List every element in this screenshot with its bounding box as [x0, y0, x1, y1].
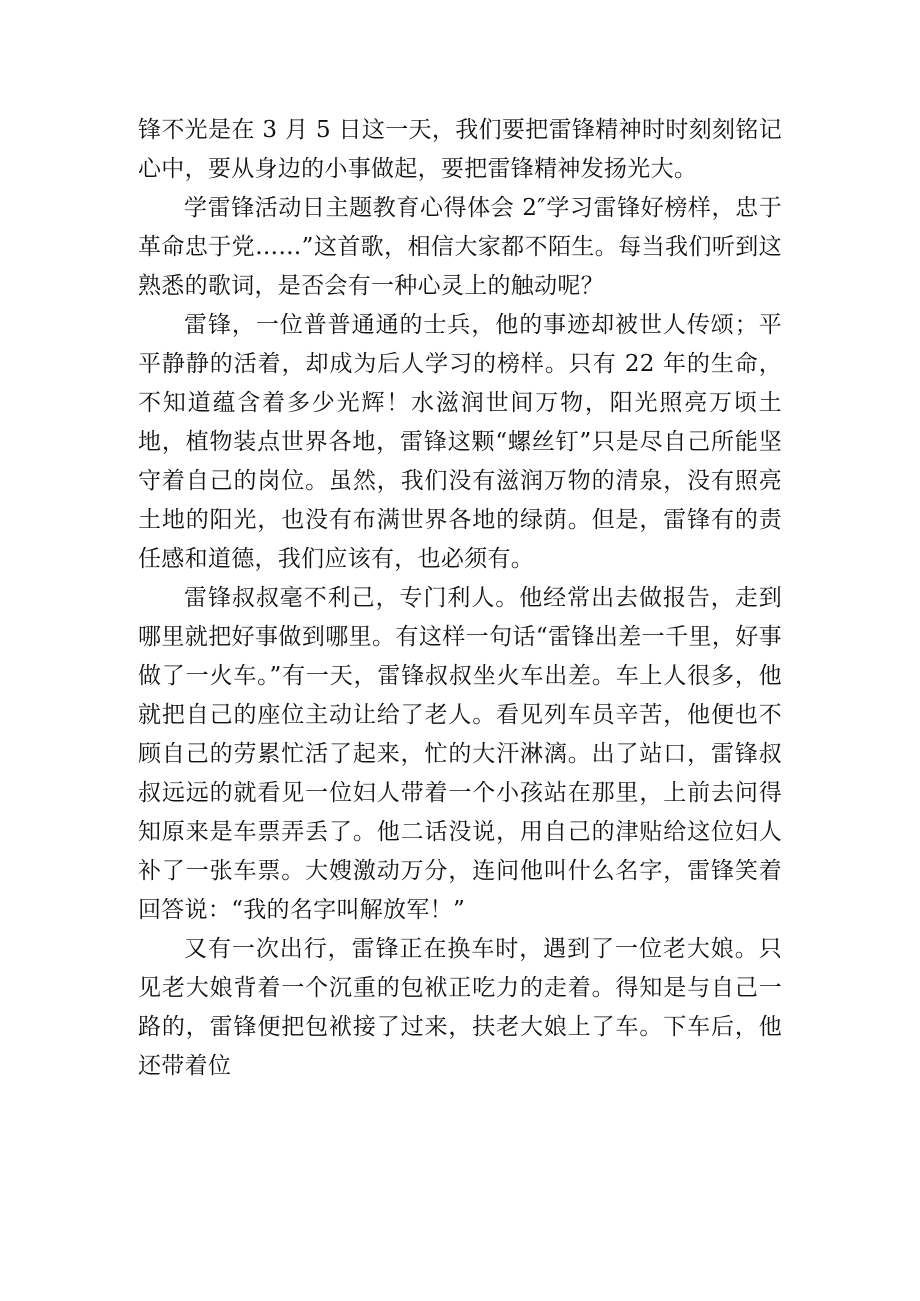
paragraph-train-story: 雷锋叔叔毫不利己，专门利人。他经常出去做报告，走到哪里就把好事做到哪里。有这样一句话“雷锋出差一千里，好事做了一火车。”有一天，雷锋叔叔坐火车出差。车上人很多，他就把自己的座位主动让给了老人。看见列车员辛苦，他便也不顾自己的劳累忙活了起来，忙的大汗淋漓。出了站口，雷锋叔叔远远的就看见一位妇人带着一个小孩站在那里，上前去问得知原来是车票弄丢了。他二话没说，用自己的津贴给这位妇人补了一张车票。大嫂激动万分，连问他叫什么名字，雷锋笑着回答说：“我的名字叫解放军！”: [138, 585, 782, 923]
document-body: [138, 111, 782, 1086]
paragraph-song-intro: 学雷锋活动日主题教育心得体会 2″学习雷锋好榜样，忠于革命忠于党……”这首歌，相信大家都不陌生。每当我们听到这熟悉的歌词，是否会有一种心灵上的触动呢？: [138, 195, 782, 299]
paragraph-continuation: 锋不光是在 3 月 5 日这一天，我们要把雷锋精神时时刻刻铭记心中，要从身边的小事做起，要把雷锋精神发扬光大。: [138, 117, 782, 182]
paragraph-soldier: 雷锋，一位普普通通的士兵，他的事迹却被世人传颂；平平静静的活着，却成为后人学习的榜样。只有 22 年的生命，不知道蕴含着多少光辉！水滋润世间万物，阳光照亮万顷土地，植物装点世界各地，雷锋这颗“螺丝钉”只是尽自己所能坚守着自己的岗位。虽然，我们没有滋润万物的清泉，没有照亮土地的阳光，也没有布满世界各地的绿荫。但是，雷锋有的责任感和道德，我们应该有，也必须有。: [138, 312, 782, 572]
paragraph-old-lady: 又有一次出行，雷锋正在换车时，遇到了一位老大娘。只见老大娘背着一个沉重的包袱正吃力的走着。得知是与自己一路的，雷锋便把包袱接了过来，扶老大娘上了车。下车后，他还带着位: [138, 936, 782, 1079]
